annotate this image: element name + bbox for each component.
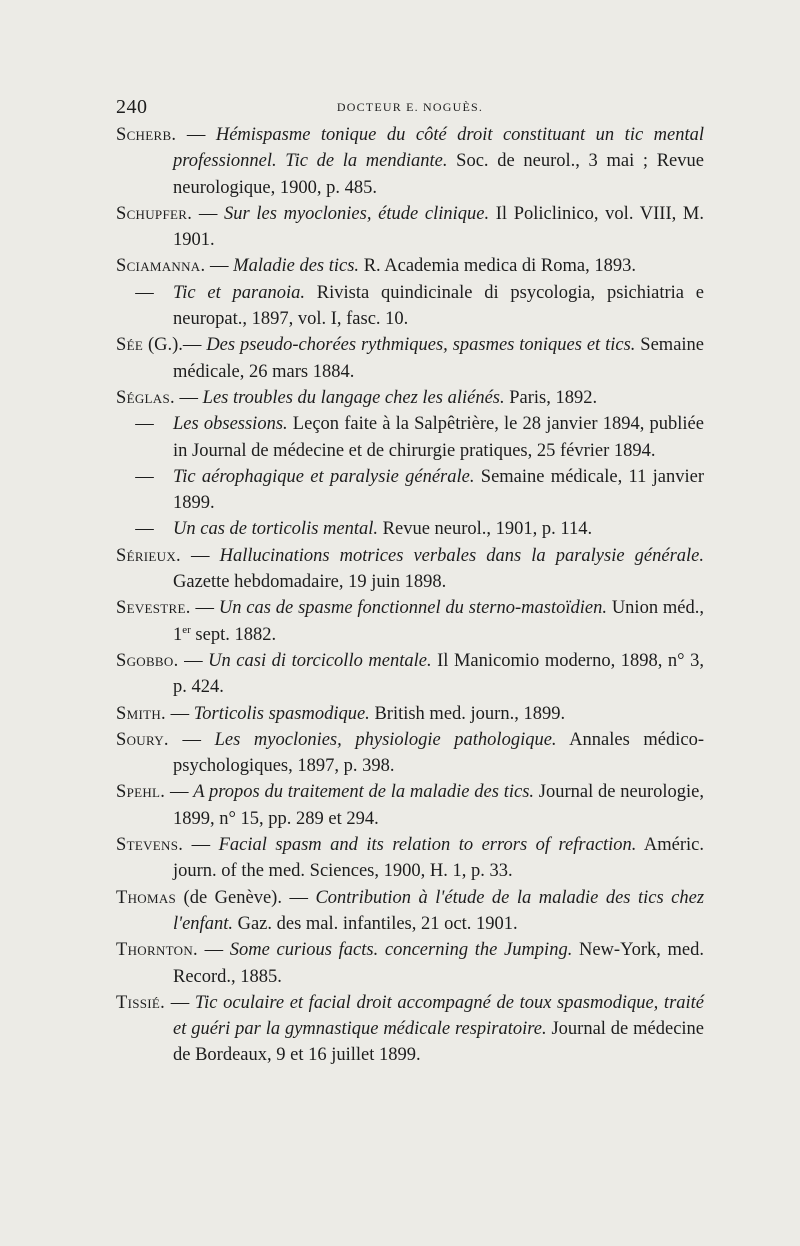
entry-author: Smith.: [116, 703, 166, 724]
entry-title: Sur les myoclonies, étude clinique.: [224, 203, 490, 224]
bibliography-entry: [116, 464, 704, 517]
entry-author: Tissié.: [116, 992, 166, 1013]
entry-author: Soury.: [116, 729, 169, 750]
bibliography-entry: [116, 201, 704, 254]
bibliography-entry: [116, 280, 704, 333]
running-head: [116, 96, 704, 120]
entry-author: Sgobbo.: [116, 650, 179, 671]
entry-title: Tic et paranoia.: [173, 282, 306, 303]
bibliography-entry: [116, 779, 704, 832]
entry-author: Sciamanna.: [116, 256, 206, 277]
entry-separator: —: [176, 125, 216, 145]
entry-publication: Gazette hebdomadaire, 19 juin 1898.: [173, 572, 447, 593]
entry-separator: —: [183, 835, 219, 856]
entry-separator: —: [165, 992, 195, 1013]
entry-author-note: (G.).: [143, 335, 183, 356]
entry-author: Stevens.: [116, 835, 184, 856]
entry-author: Sérieux.: [116, 545, 181, 566]
entry-publication: Il Policlinico, vol. VIII, M. 1901.: [173, 203, 705, 251]
entry-publication: Paris, 1892.: [504, 387, 598, 408]
bibliography-entry: [116, 253, 704, 279]
entry-title: Contribution à l'étude de la maladie des tics chez l'enfant.: [173, 887, 705, 934]
entry-title: Un casi di torcicollo mentale.: [208, 650, 432, 671]
entry-title: Hallucinations motrices verbales dans la paralysie générale.: [219, 545, 704, 566]
entry-publication: Rivista quindicinale di psycologia, psichiatria e neuropat., 1897, vol. I, fasc. 10.: [173, 282, 705, 330]
entry-publication: Semaine médicale, 26 mars 1884.: [173, 335, 705, 382]
entry-publication: sept. 1882.: [190, 624, 277, 645]
running-title: DOCTEUR E. NOGUÈS.: [336, 100, 484, 114]
entry-title: Un cas de torticolis mental.: [173, 519, 379, 540]
entry-title: Les myoclonies, physiologie pathologique.: [214, 729, 557, 750]
entry-publication: Soc. de neurol., 3 mai ; Revue neurologique, 1900, p. 485.: [173, 151, 704, 198]
entry-publication: Journal de médecine de Bordeaux, 9 et 16 juillet 1899.: [173, 1019, 705, 1066]
entry-publication: Il Manicomio moderno, 1898, n° 3, p. 424.: [173, 650, 705, 698]
entry-publication: Semaine médicale, 11 janvier 1899.: [173, 466, 704, 514]
bibliography-entry: [116, 543, 704, 596]
entry-separator: —: [205, 256, 234, 277]
entry-title: Tic aérophagique et paralysie générale.: [173, 466, 475, 487]
entry-separator: —: [192, 203, 224, 224]
entry-author: Sée: [116, 335, 144, 356]
entry-publication: R. Academia medica di Roma, 1893.: [359, 256, 636, 277]
entry-separator: —: [165, 703, 194, 724]
entry-author: Schupfer.: [116, 203, 193, 224]
entry-author: Thornton.: [116, 940, 198, 961]
entry-publication: Annales médico-psychologiques, 1897, p. 398.: [173, 729, 704, 777]
entry-title: Some curious facts. concerning the Jumping.: [229, 940, 573, 961]
entry-separator: —: [281, 887, 316, 908]
entry-publication: Revue neurol., 1901, p. 114.: [378, 519, 593, 540]
bibliography-entry: [116, 648, 704, 701]
bibliography-entry: [116, 990, 704, 1069]
bibliography-entry: [116, 832, 704, 885]
bibliography-entry: [116, 332, 704, 385]
entry-separator: —: [180, 545, 220, 566]
ditto-dash: —: [135, 466, 154, 487]
entry-publication: New-York, med. Record., 1885.: [173, 940, 704, 987]
entry-title: Un cas de spasme fonctionnel du sterno-mastoïdien.: [218, 598, 607, 619]
ordinal-superscript: er: [182, 623, 191, 636]
entry-publication: Journal de neurologie, 1899, n° 15, pp. 289 et 294.: [173, 782, 704, 829]
bibliography-entry: [116, 727, 704, 780]
bibliography-list: [116, 122, 704, 1069]
entry-publication: British med. journ., 1899.: [369, 703, 566, 724]
entry-author: Séglas.: [116, 387, 175, 408]
bibliography-entry: [116, 937, 704, 990]
bibliography-entry: [116, 595, 704, 648]
entry-author-note: (de Genève).: [176, 887, 282, 908]
entry-title: Les troubles du langage chez les aliénés.: [202, 387, 505, 408]
entry-publication: Gaz. des mal. infantiles, 21 oct. 1901.: [232, 913, 518, 934]
entry-title: A propos du traitement de la maladie des tics.: [193, 782, 535, 803]
entry-separator: —: [168, 729, 215, 750]
bibliography-entry: [116, 385, 704, 411]
page-number: 240: [116, 96, 148, 118]
bibliography-entry: [116, 516, 704, 542]
bibliography-entry: [116, 701, 704, 727]
entry-publication: Union méd., 1: [173, 598, 704, 645]
entry-separator: —: [190, 598, 219, 619]
entry-author: Scherb.: [116, 125, 177, 145]
entry-publication: Améric. journ. of the med. Sciences, 1900, H. 1, p. 33.: [173, 835, 704, 882]
entry-author: Sevestre.: [116, 598, 191, 619]
ditto-dash: —: [135, 282, 154, 303]
entry-publication: Leçon faite à la Salpêtrière, le 28 janvier 1894, publiée in Journal de médecine et de chirurgie pratiques, 25 février 1894.: [173, 414, 704, 461]
entry-separator: —: [182, 335, 207, 356]
entry-author: Spehl.: [116, 782, 166, 803]
entry-separator: —: [178, 650, 209, 671]
entry-separator: —: [174, 387, 203, 408]
entry-title: Maladie des tics.: [233, 256, 360, 277]
entry-title: Les obsessions.: [173, 414, 288, 435]
ditto-dash: —: [135, 414, 154, 435]
entry-title: Des pseudo-chorées rythmiques, spasmes toniques et tics.: [206, 335, 636, 356]
ditto-dash: —: [135, 519, 154, 540]
entry-author: Thomas: [116, 887, 177, 908]
entry-title: Tic oculaire et facial droit accompagné de toux spasmodique, traité et guéri par la gymnastique médicale respiratoire.: [173, 992, 705, 1040]
entry-title: Facial spasm and its relation to errors of refraction.: [218, 835, 637, 856]
entry-separator: —: [165, 782, 194, 803]
entry-title: Hémispasme tonique du côté droit constituant un tic mental professionnel. Tic de la mendiante.: [173, 125, 705, 172]
bibliography-entry: [116, 122, 704, 201]
entry-separator: —: [197, 940, 230, 961]
bibliography-entry: [116, 885, 704, 938]
bibliography-entry: [116, 411, 704, 464]
entry-title: Torticolis spasmodique.: [193, 703, 370, 724]
